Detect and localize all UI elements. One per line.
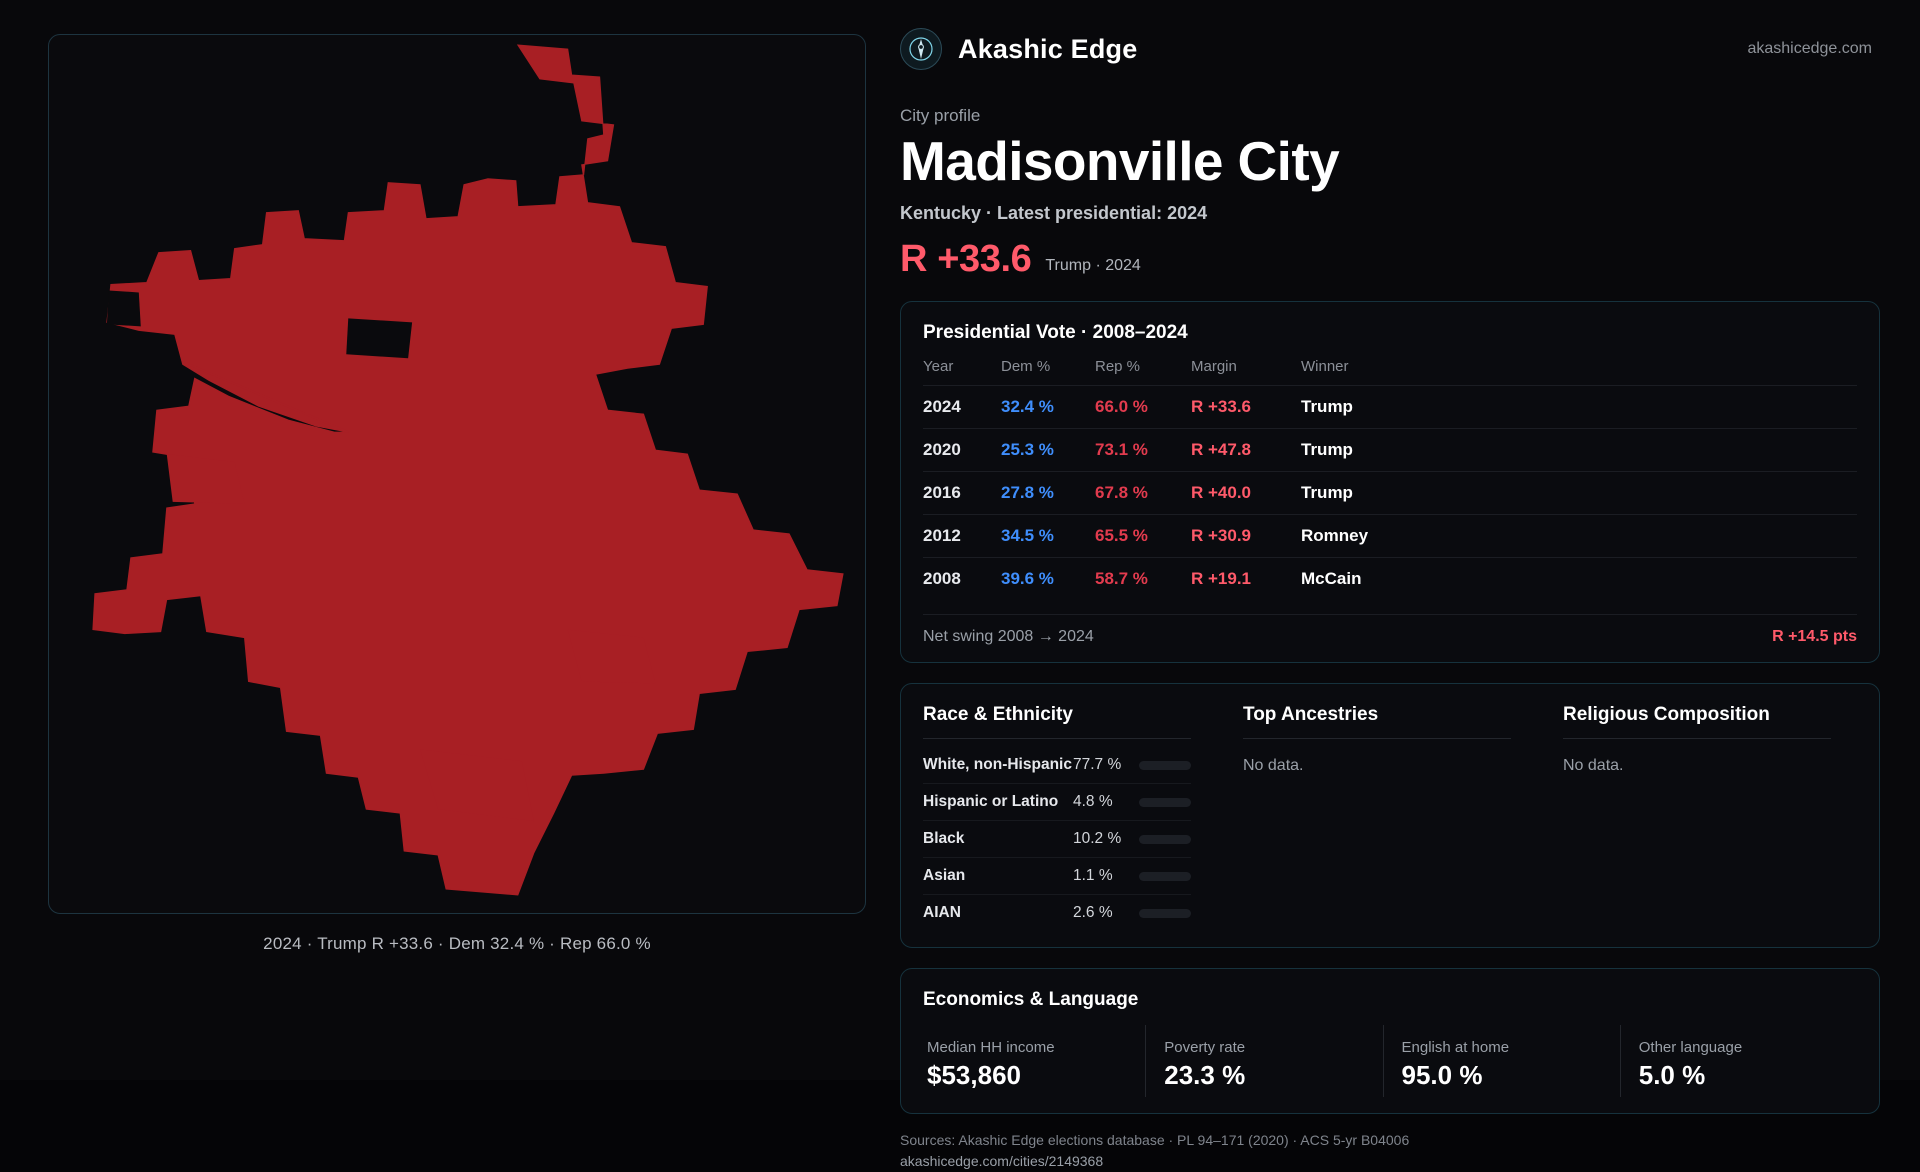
table-row — [923, 558, 1857, 601]
net-swing-label: Net swing 2008 → 2024 — [923, 628, 1094, 646]
religious-composition-column — [1537, 704, 1857, 931]
cell-margin: R +40.0 — [1191, 472, 1301, 515]
econ-value: $53,860 — [927, 1060, 1021, 1091]
econ-value: 95.0 % — [1401, 1060, 1483, 1091]
cell-margin: R +47.8 — [1191, 429, 1301, 472]
cell-rep: 73.1 % — [1095, 429, 1191, 472]
vote-card-title: Presidential Vote · 2008–2024 — [923, 322, 1188, 344]
econ-label: Median HH income — [927, 1039, 1055, 1057]
religious-composition-empty: No data. — [1563, 757, 1624, 775]
race-bar-track — [1139, 835, 1191, 844]
col-rep: Rep % — [1095, 358, 1141, 376]
cell-rep: 58.7 % — [1095, 558, 1191, 601]
cell-winner: Trump — [1301, 386, 1857, 429]
list-item — [923, 821, 1191, 858]
economics-title: Economics & Language — [923, 989, 1139, 1011]
race-bar-track — [1139, 761, 1191, 770]
race-bar-track — [1139, 909, 1191, 918]
econ-label: English at home — [1401, 1039, 1510, 1057]
econ-value: 23.3 % — [1164, 1060, 1246, 1091]
compass-rose-icon — [900, 28, 942, 70]
econ-poverty-rate — [1145, 1025, 1382, 1097]
cell-winner: McCain — [1301, 558, 1857, 601]
cell-winner: Trump — [1301, 472, 1857, 515]
race-bar-track — [1139, 872, 1191, 881]
cell-year: 2016 — [923, 472, 1001, 515]
page-eyebrow: City profile — [900, 106, 981, 125]
table-row — [923, 515, 1857, 558]
table-row — [923, 386, 1857, 429]
economics-card — [900, 968, 1880, 1114]
religious-composition-title: Religious Composition — [1563, 704, 1831, 739]
footer-sources — [900, 1130, 1880, 1172]
econ-label: Other language — [1638, 1039, 1743, 1057]
vote-table-header-row — [923, 358, 1857, 386]
headline-margin — [900, 238, 1880, 281]
econ-value: 5.0 % — [1638, 1060, 1706, 1091]
page-subtitle: Kentucky · Latest presidential: 2024 — [900, 203, 1208, 224]
race-bar-track — [1139, 798, 1191, 807]
col-dem: Dem % — [1001, 358, 1051, 376]
race-pct: 2.6 % — [1073, 904, 1113, 922]
col-year: Year — [923, 358, 954, 376]
sources-line: Sources: Akashic Edge elections database · PL 94–171 (2020) · ACS 5-yr B04006 — [900, 1132, 1410, 1149]
city-shape-svg — [49, 35, 865, 913]
vote-table — [923, 358, 1857, 600]
race-label: Asian — [923, 867, 966, 885]
table-row — [923, 429, 1857, 472]
cell-year: 2024 — [923, 386, 1001, 429]
cell-winner: Romney — [1301, 515, 1857, 558]
margin-value: R +33.6 — [900, 238, 1032, 281]
map-pane — [0, 0, 900, 1080]
race-pct: 10.2 % — [1073, 830, 1122, 848]
econ-english-at-home — [1383, 1025, 1620, 1097]
brand-row — [900, 28, 1880, 70]
cell-rep: 66.0 % — [1095, 386, 1191, 429]
table-row — [923, 472, 1857, 515]
footer-url[interactable]: akashicedge.com/cities/2149368 — [900, 1153, 1104, 1170]
city-annex-shape-b — [568, 630, 656, 684]
race-label: AIAN — [923, 904, 961, 922]
top-ancestries-empty: No data. — [1243, 757, 1304, 775]
cell-dem: 32.4 % — [1001, 386, 1095, 429]
brand-site: akashicedge.com — [1747, 40, 1872, 57]
list-item — [923, 895, 1191, 931]
cell-year: 2012 — [923, 515, 1001, 558]
race-pct: 4.8 % — [1073, 793, 1113, 811]
list-item — [923, 747, 1191, 784]
economics-grid — [923, 1025, 1857, 1097]
race-ethnicity-title: Race & Ethnicity — [923, 704, 1191, 739]
col-winner: Winner — [1301, 358, 1349, 376]
brand-left — [900, 28, 1137, 70]
brand-name: Akashic Edge — [958, 33, 1138, 64]
econ-other-language — [1620, 1025, 1857, 1097]
race-ethnicity-column — [923, 704, 1217, 931]
cell-dem: 34.5 % — [1001, 515, 1095, 558]
city-polygon-group — [93, 45, 843, 895]
race-label: Hispanic or Latino — [923, 793, 1059, 811]
race-label: White, non-Hispanic — [923, 756, 1072, 774]
cell-winner: Trump — [1301, 429, 1857, 472]
margin-note: Trump · 2024 — [1045, 257, 1141, 275]
cell-dem: 25.3 % — [1001, 429, 1095, 472]
cell-margin: R +19.1 — [1191, 558, 1301, 601]
cell-dem: 39.6 % — [1001, 558, 1095, 601]
econ-label: Poverty rate — [1164, 1039, 1246, 1057]
race-label: Black — [923, 830, 965, 848]
city-map[interactable] — [48, 34, 866, 914]
col-margin: Margin — [1191, 358, 1237, 376]
cell-margin: R +30.9 — [1191, 515, 1301, 558]
demographics-columns — [923, 704, 1857, 931]
cell-year: 2020 — [923, 429, 1001, 472]
content-pane — [900, 0, 1920, 1170]
city-notch-shape — [107, 290, 141, 326]
race-pct: 1.1 % — [1073, 867, 1113, 885]
net-swing-value: R +14.5 pts — [1772, 628, 1857, 646]
cell-year: 2008 — [923, 558, 1001, 601]
map-caption: 2024 · Trump R +33.6 · Dem 32.4 % · Rep 66.0 % — [263, 934, 651, 953]
cell-margin: R +33.6 — [1191, 386, 1301, 429]
list-item — [923, 858, 1191, 895]
city-hole-shape — [346, 318, 412, 358]
top-ancestries-title: Top Ancestries — [1243, 704, 1511, 739]
page-title: Madisonville City — [900, 130, 1340, 192]
cell-rep: 65.5 % — [1095, 515, 1191, 558]
presidential-vote-card — [900, 301, 1880, 663]
list-item — [923, 784, 1191, 821]
cell-rep: 67.8 % — [1095, 472, 1191, 515]
cell-dem: 27.8 % — [1001, 472, 1095, 515]
demographics-card — [900, 683, 1880, 948]
race-pct: 77.7 % — [1073, 756, 1122, 774]
net-swing-row — [923, 614, 1857, 646]
econ-median-income — [923, 1025, 1145, 1097]
top-ancestries-column — [1217, 704, 1537, 931]
